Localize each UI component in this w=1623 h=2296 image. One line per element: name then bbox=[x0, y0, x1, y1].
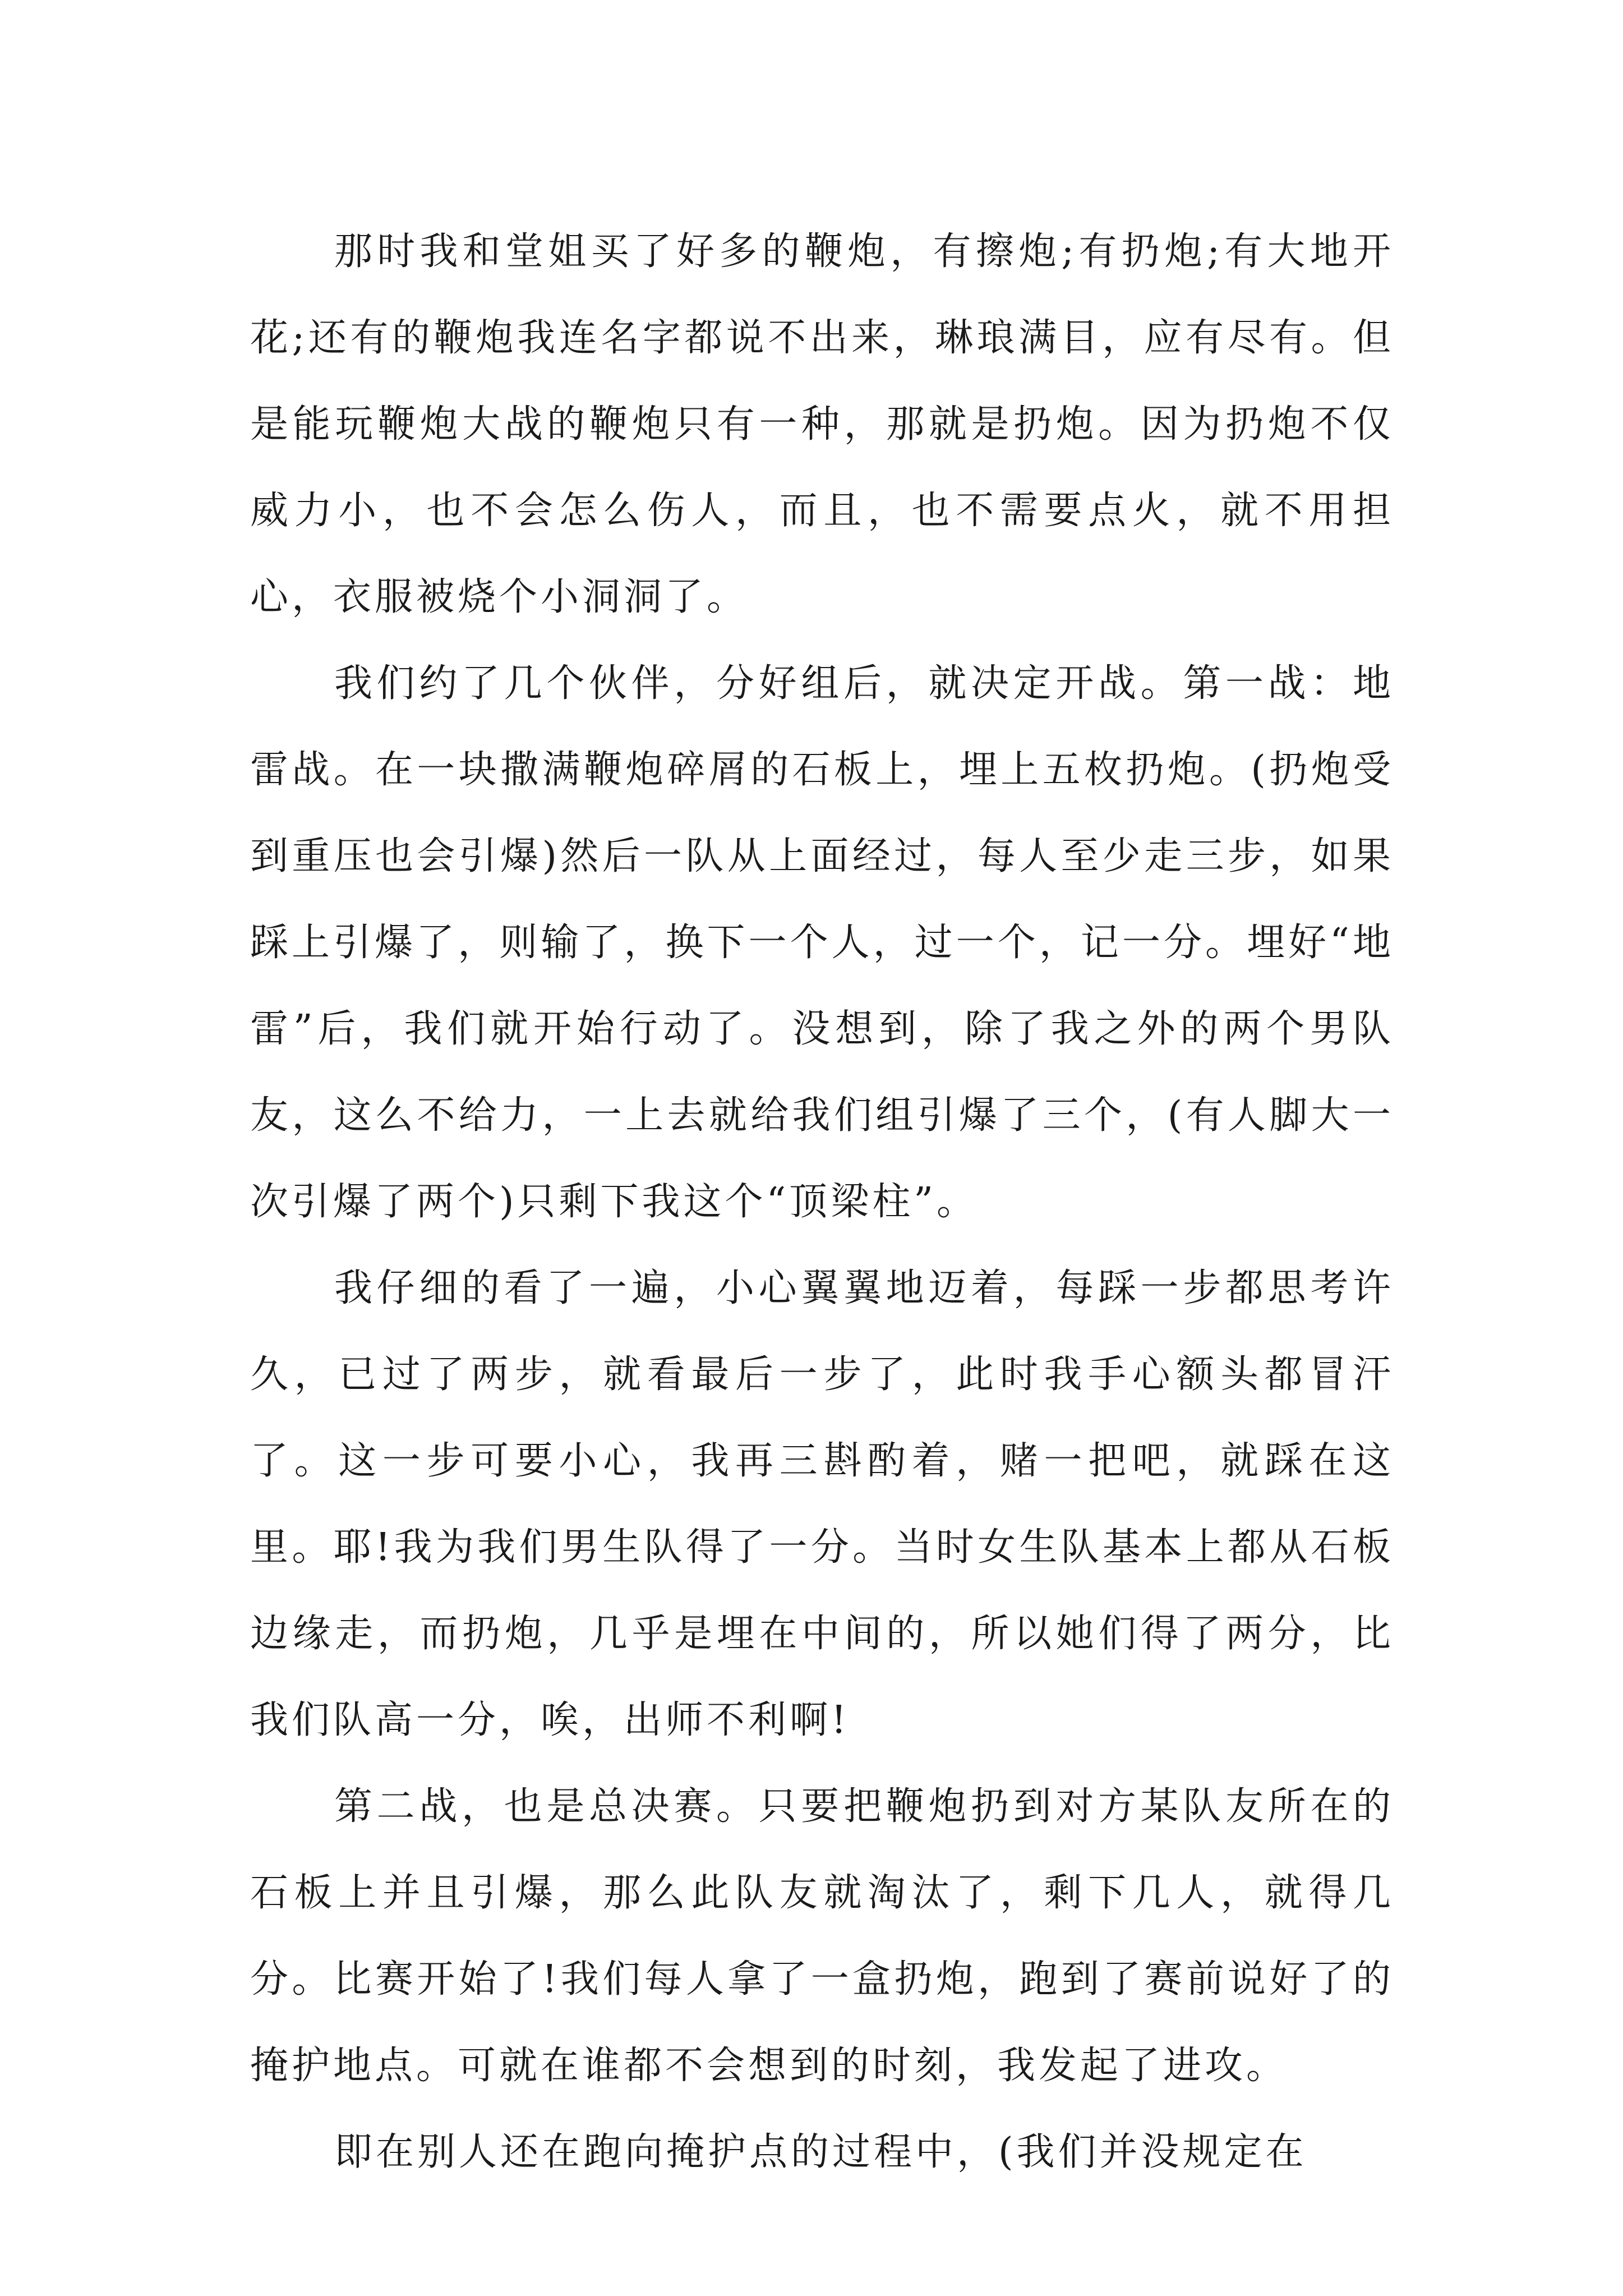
paragraph-2: 我们约了几个伙伴，分好组后，就决定开战。第一战：地雷战。在一块撒满鞭炮碎屑的石板上，埋上五枚扔炮。(扔炮受到重压也会引爆)然后一队从上面经过，每人至少走三步，如果踩上引爆了，则输了，换下一个人，过一个，记一分。埋好“地雷”后，我们就开始行动了。没想到，除了我之外的两个男队友，这么不给力，一上去就给我们组引爆了三个，(有人脚大一次引爆了两个)只剩下我这个“顶梁柱”。 bbox=[250, 661, 1394, 1224]
paragraph-5: 即在别人还在跑向掩护点的过程中，(我们并没规定在 bbox=[334, 2130, 1307, 2174]
paragraph-1: 那时我和堂姐买了好多的鞭炮，有擦炮;有扔炮;有大地开花;还有的鞭炮我连名字都说不出来，琳琅满目，应有尽有。但是能玩鞭炮大战的鞭炮只有一种，那就是扔炮。因为扔炮不仅威力小，也不会怎么伤人，而且，也不需要点火，就不用担心，衣服被烧个小洞洞了。 bbox=[250, 229, 1394, 619]
paragraph-3: 我仔细的看了一遍，小心翼翼地迈着，每踩一步都思考许久，已过了两步，就看最后一步了，此时我手心额头都冒汗了。这一步可要小心，我再三斟酌着，赌一把吧，就踩在这里。耶!我为我们男生队得了一分。当时女生队基本上都从石板边缘走，而扔炮，几乎是埋在中间的，所以她们得了两分，比我们队高一分，唉，出师不利啊! bbox=[250, 1266, 1394, 1742]
paragraph-4: 第二战，也是总决赛。只要把鞭炮扔到对方某队友所在的石板上并且引爆，那么此队友就淘汰了，剩下几人，就得几分。比赛开始了!我们每人拿了一盒扔炮，跑到了赛前说好了的掩护地点。可就在谁都不会想到的时刻，我发起了进攻。 bbox=[250, 1784, 1395, 2088]
essay-body bbox=[250, 209, 1394, 2196]
